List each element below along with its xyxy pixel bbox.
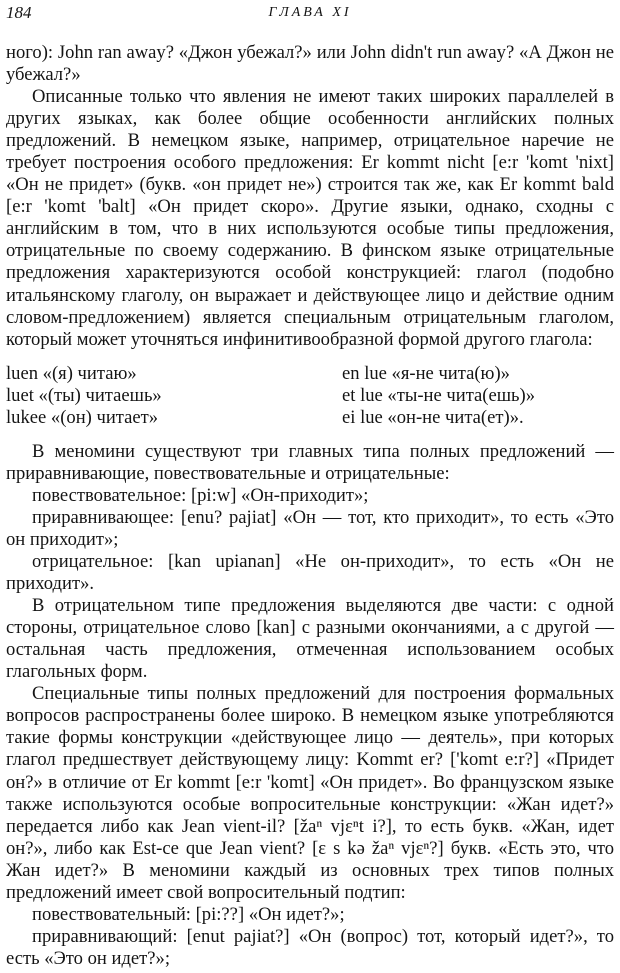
example-negative: en lue «я-не чита(ю)» xyxy=(342,362,510,384)
example-line: приравнивающее: [enu? pajiat] «Он — тот, кто приходит», то есть «Это он приходит»; xyxy=(6,506,614,550)
example-affirmative: luen «(я) читаю» xyxy=(6,362,137,384)
page-number: 184 xyxy=(6,3,32,22)
example-affirmative: lukee «(он) читает» xyxy=(6,406,159,428)
running-head: ГЛАВА XI xyxy=(268,5,352,20)
example-row xyxy=(6,385,614,407)
example-line: отрицательное: [kan upianan] «Не он-приходит», то есть «Он не приходит». xyxy=(6,551,614,595)
paragraph: Специальные типы полных предложений для построения формальных вопросов распространены более широко. В немецком языке употребляются такие формы конструкции «действующее лицо — деятель», при которых глагол предшествует действующему лицу: Kommt er? ['komt e:r?] «Придет он?» в отличие от Er kommt [e:r 'komt] «Он придет». Во французском языке также используются особые вопросительные конструкции: «Жан идет?» передается либо как Jean vient-il? [žaⁿ vjɛⁿt i?], то есть букв. «Жан, идет он?», либо как Est-ce que Jean vient? [ɛ s kə žaⁿ vjɛⁿ?] букв. «Есть это, что Жан идет?» В меномини каждый из основных трех типов полных предложений имеет свой вопросительный подтип: xyxy=(6,683,614,903)
example-line: повествовательное: [pi:w] «Он-приходит»; xyxy=(32,484,369,506)
example-row xyxy=(6,363,614,385)
example-row xyxy=(6,407,614,429)
example-negative: ei lue «он-не чита(ет)». xyxy=(342,406,524,428)
example-negative: et lue «ты-не чита(ешь)» xyxy=(342,384,536,406)
paragraph: Описанные только что явления не имеют таких широких параллелей в других языках, как более общие особенности английских полных предложений. В немецком языке, например, отрицательное наречие не требует построения особого предложения: Er kommt nicht [e:r 'komt 'nixt] «Он не придет» (букв. «он придет не») строится так же, как Er kommt bald [e:r 'komt 'balt] «Он придет скоро». Другие языки, однако, сходны с английским в том, что в них используются особые типы предложения, отрицательные по своему содержанию. В финском языке отрицательные предложения характеризуются особой конструкцией: глагол (подобно итальянскому глаголу, он выражает и действующее лицо и действие одним словом-предложением) является специальным отрицательным глаголом, который может уточняться инфинитивообразной формой другого глагола: xyxy=(6,86,614,350)
finnish-examples xyxy=(6,363,614,429)
example-affirmative: luet «(ты) читаешь» xyxy=(6,384,162,406)
paragraph: В отрицательном типе предложения выделяются две части: с одной стороны, отрицательное слово [kan] с разными окончаниями, а с другой — остальная часть предложения, отмеченная использованием особых глагольных форм. xyxy=(6,595,614,683)
paragraph-continuation: ного): John ran away? «Джон убежал?» или John didn't run away? «А Джон не убежал?» xyxy=(6,42,614,86)
page-header xyxy=(6,2,614,26)
example-line: повествовательный: [pi:??] «Он идет?»; xyxy=(32,903,345,925)
paragraph: В меномини существуют три главных типа полных предложений — приравнивающие, повествовательные и отрицательные: xyxy=(6,440,614,484)
example-line: приравнивающий: [enut pajiat?] «Он (вопрос) тот, который идет?», то есть «Это он идет?»; xyxy=(6,925,614,969)
